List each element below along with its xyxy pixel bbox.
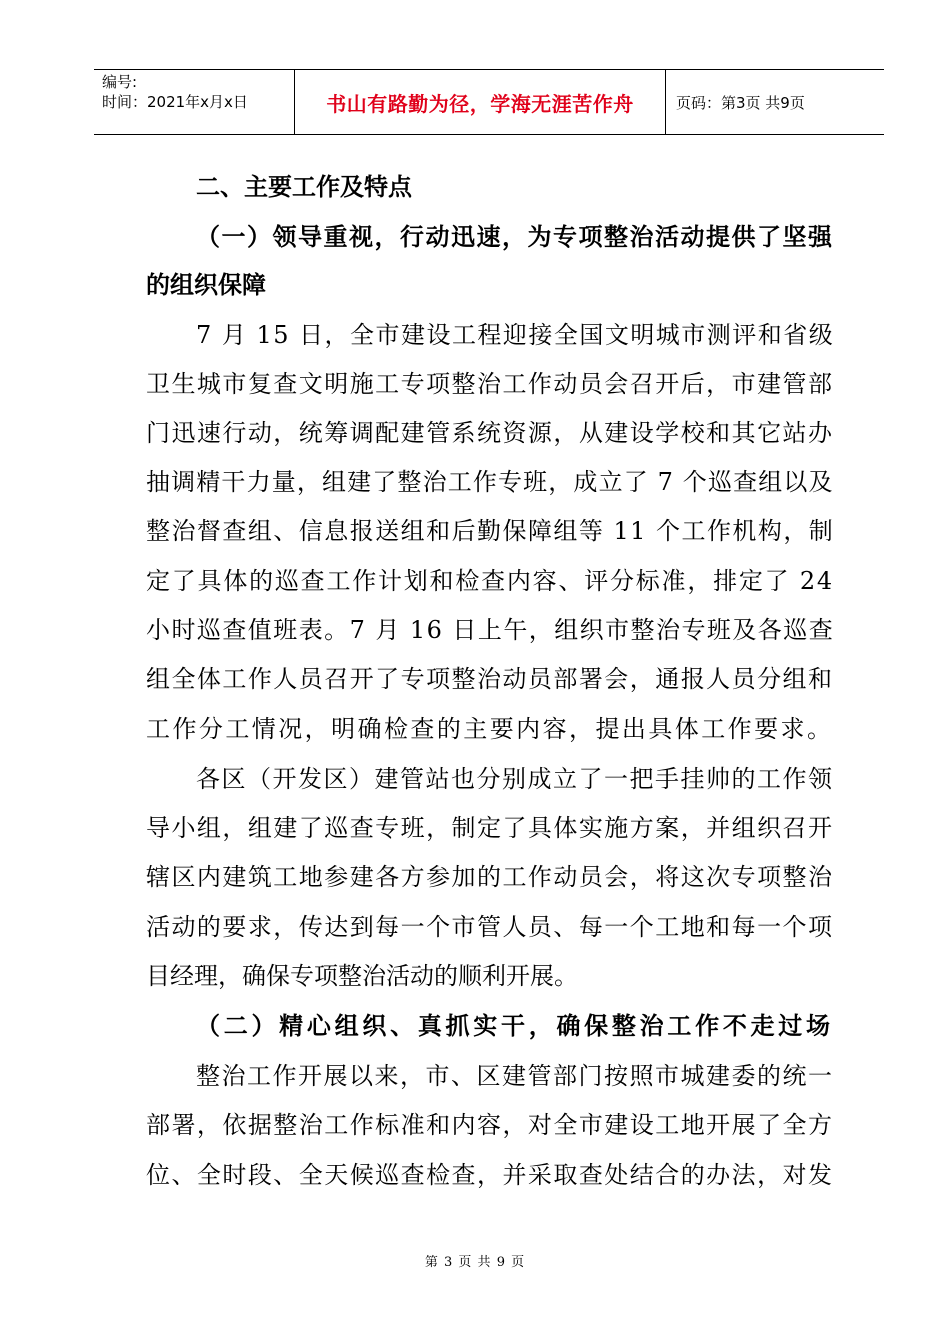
subsection-2-title: （二）精心组织、真抓实干，确保整治工作不走过场	[196, 1011, 834, 1040]
paragraph-1-line: 组全体工作人员召开了专项整治动员部署会，通报人员分组和	[146, 665, 834, 693]
paragraph-2-line: 各区（开发区）建管站也分别成立了一把手挂帅的工作领	[196, 765, 834, 793]
paragraph-2-line: 活动的要求，传达到每一个市管人员、每一个工地和每一个项	[146, 913, 834, 941]
paragraph-2-line: 导小组，组建了巡查专班，制定了具体实施方案，并组织召开	[146, 814, 834, 842]
page-number-footer: 第 3 页 共 9 页	[424, 1255, 526, 1270]
paragraph-3-line: 部署，依据整治工作标准和内容，对全市建设工地开展了全方	[146, 1111, 834, 1139]
paragraph-2-line: 目经理，确保专项整治活动的顺利开展。	[146, 962, 578, 990]
paragraph-3-line: 位、全时段、全天候巡查检查，并采取查处结合的办法，对发	[146, 1161, 834, 1189]
section-title: 二、主要工作及特点	[196, 172, 412, 201]
paragraph-1-line: 小时巡查值班表。7 月 16 日上午，组织市整治专班及各巡查	[146, 616, 835, 644]
paragraph-1-line: 定了具体的巡查工作计划和检查内容、评分标准，排定了 24	[146, 567, 834, 595]
header-meta-cell	[94, 70, 295, 134]
paragraph-2-line: 辖区内建筑工地参建各方参加的工作动员会，将这次专项整治	[146, 863, 834, 891]
paragraph-1-line: 门迅速行动，统筹调配建管系统资源，从建设学校和其它站办	[146, 419, 834, 447]
header-motto: 书山有路勤为径，学海无涯苦作舟	[295, 70, 666, 134]
subsection-1-title-line-2: 的组织保障	[146, 270, 266, 299]
time-label: 时间：2021年x月x日	[102, 93, 248, 111]
header-page-label: 页码：第3页 共9页	[676, 93, 805, 112]
subsection-1-title-line-1: （一）领导重视，行动迅速，为专项整治活动提供了坚强	[196, 222, 834, 251]
paragraph-1-line: 抽调精干力量，组建了整治工作专班，成立了 7 个巡查组以及	[146, 468, 834, 496]
paragraph-1-line: 卫生城市复查文明施工专项整治工作动员会召开后，市建管部	[146, 370, 834, 398]
serial-number-label: 编号:	[102, 73, 138, 91]
page-header	[94, 69, 884, 135]
paragraph-1-line: 工作分工情况，明确检查的主要内容，提出具体工作要求。	[146, 715, 834, 743]
paragraph-1-line: 7 月 15 日，全市建设工程迎接全国文明城市测评和省级	[196, 321, 835, 349]
paragraph-1-line: 整治督查组、信息报送组和后勤保障组等 11 个工作机构，制	[146, 517, 835, 545]
paragraph-3-line: 整治工作开展以来，市、区建管部门按照市城建委的统一	[196, 1062, 834, 1090]
